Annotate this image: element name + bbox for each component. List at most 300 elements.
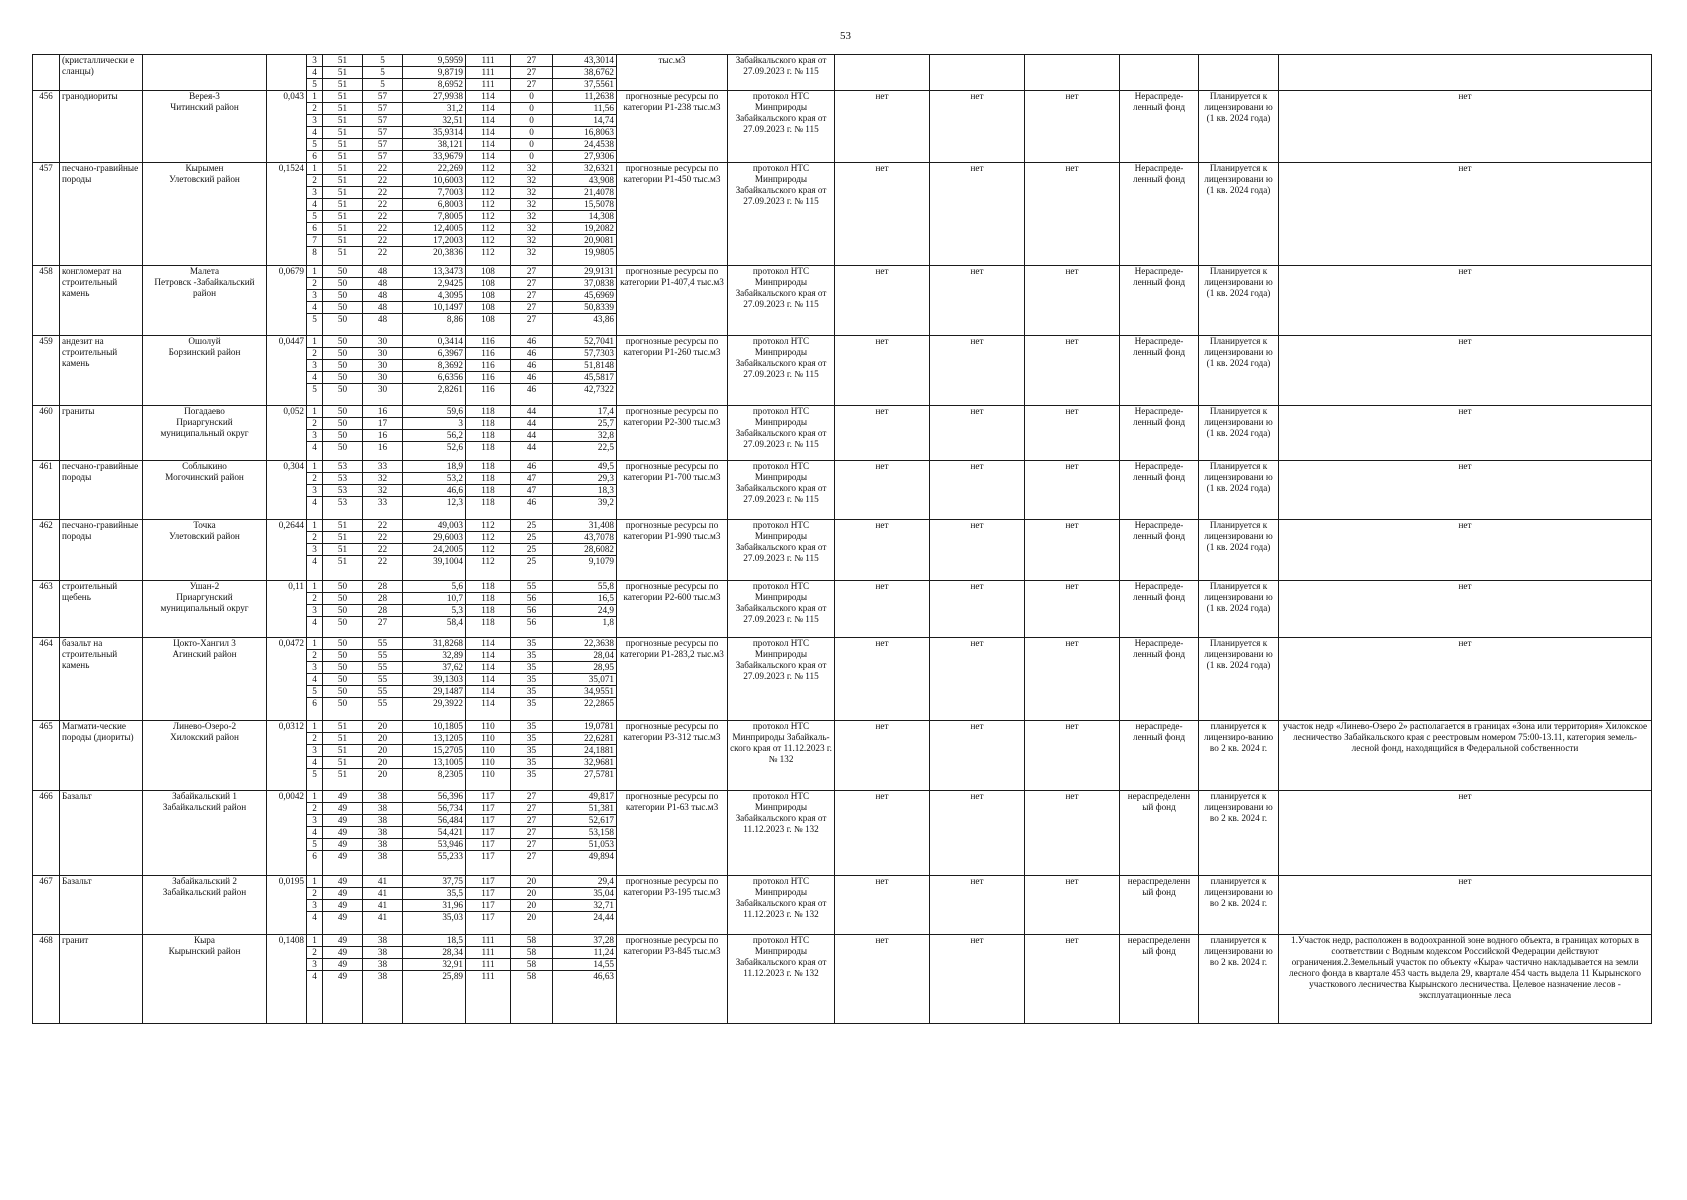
restriction-cell: нет [930, 791, 1025, 876]
block-number-cell: 462 [33, 520, 60, 581]
block-number-cell: 464 [33, 638, 60, 721]
coordinate-cell: 51 [323, 79, 363, 91]
deposit-name: Соблыкино [182, 461, 227, 471]
coordinate-cell: 117 [466, 912, 511, 935]
coordinate-cell: 52,6 [403, 442, 466, 461]
coordinate-cell: 112 [466, 199, 511, 211]
coordinate-cell: 53 [323, 473, 363, 485]
coordinate-cell: 44 [511, 418, 553, 430]
plan-cell: планируется к лицензировани ю во 2 кв. 2024 г. [1199, 876, 1279, 935]
coordinate-cell: 112 [466, 163, 511, 175]
coordinate-cell: 51 [323, 745, 363, 757]
coordinate-cell: 32 [511, 211, 553, 223]
restriction-cell [930, 55, 1025, 91]
coordinate-cell: 57 [363, 139, 403, 151]
coordinate-cell: 48 [363, 302, 403, 314]
coordinate-cell: 6,3967 [403, 348, 466, 360]
protocol-cell: протокол НТС Минприроды Забайкальского края от 27.09.2023 г. № 115 [728, 336, 835, 406]
coordinate-cell: 2 [307, 175, 323, 187]
coordinate-cell: 114 [466, 103, 511, 115]
mineral-cell: (кристаллически е сланцы) [60, 55, 143, 91]
mineral-cell: песчано-гравийные породы [60, 461, 143, 520]
coordinate-cell: 6 [307, 151, 323, 163]
block-number-cell: 458 [33, 266, 60, 336]
coordinate-cell: 14,308 [553, 211, 617, 223]
coordinate-cell: 35 [511, 698, 553, 721]
coordinate-cell: 49,894 [553, 851, 617, 876]
coordinate-cell: 55 [363, 662, 403, 674]
coordinate-cell: 43,3014 [553, 55, 617, 67]
coordinate-cell: 27,9938 [403, 91, 466, 103]
coordinate-cell: 24,2005 [403, 544, 466, 556]
coordinate-cell: 50 [323, 302, 363, 314]
coordinate-cell: 114 [466, 674, 511, 686]
deposit-name-cell [143, 266, 267, 336]
coordinate-cell: 50 [323, 314, 363, 336]
coordinate-cell: 41 [363, 900, 403, 912]
coordinate-cell: 3 [307, 662, 323, 674]
coordinate-cell: 16 [363, 430, 403, 442]
coordinate-cell: 32 [363, 473, 403, 485]
coordinate-cell: 46,6 [403, 485, 466, 497]
coordinate-cell: 17,4 [553, 406, 617, 418]
deposit-name: Погадаево [184, 406, 225, 416]
coordinate-cell: 49 [323, 947, 363, 959]
coordinate-cell: 50 [323, 650, 363, 662]
deposit-name: Кырымен [185, 163, 224, 173]
district-name: Петровск -Забайкальский район [154, 277, 255, 298]
area-cell: 0,304 [267, 461, 307, 520]
deposit-name: Точка [193, 520, 216, 530]
protocol-cell: Забайкальского края от 27.09.2023 г. № 115 [728, 55, 835, 91]
fund-cell: нераспределенн ый фонд [1120, 876, 1199, 935]
coordinate-cell: 27,5781 [553, 769, 617, 791]
coordinate-cell: 114 [466, 91, 511, 103]
coordinate-cell: 7,8005 [403, 211, 466, 223]
coordinate-cell: 10,1497 [403, 302, 466, 314]
coordinate-cell: 6 [307, 698, 323, 721]
coordinate-cell: 11,24 [553, 947, 617, 959]
coordinate-cell: 31,8268 [403, 638, 466, 650]
district-name: Приаргунский муниципальный округ [160, 417, 249, 438]
coordinate-cell: 49 [323, 791, 363, 803]
resources-cell: прогнозные ресурсы по категории P1-700 тыс.м3 [617, 461, 728, 520]
fund-cell: Нераспреде-ленный фонд [1120, 520, 1199, 581]
coordinate-cell: 118 [466, 473, 511, 485]
coordinate-cell: 2 [307, 733, 323, 745]
coordinate-cell: 20 [511, 912, 553, 935]
coordinate-cell: 48 [363, 278, 403, 290]
restriction-cell: нет [1025, 266, 1120, 336]
block-number-cell: 465 [33, 721, 60, 791]
coordinate-cell: 114 [466, 638, 511, 650]
coordinate-cell: 50 [323, 581, 363, 593]
coordinate-cell: 51 [323, 556, 363, 581]
protocol-cell: протокол НТС Минприроды Забайкальского края от 27.09.2023 г. № 115 [728, 406, 835, 461]
coordinate-cell: 25 [511, 532, 553, 544]
coordinate-cell: 51 [323, 733, 363, 745]
coordinate-cell: 1 [307, 461, 323, 473]
coordinate-cell: 2,9425 [403, 278, 466, 290]
coordinate-cell: 50 [323, 266, 363, 278]
deposit-name-cell [143, 520, 267, 581]
deposit-name: Забайкальский 1 [172, 791, 237, 801]
coordinate-cell: 34,9551 [553, 686, 617, 698]
coordinate-cell: 30 [363, 348, 403, 360]
restriction-cell: нет [835, 91, 930, 163]
coordinate-cell: 4 [307, 442, 323, 461]
restriction-cell: нет [835, 581, 930, 638]
coordinate-cell: 51 [323, 532, 363, 544]
coordinate-cell: 118 [466, 461, 511, 473]
coordinate-cell: 46 [511, 360, 553, 372]
restriction-cell: нет [1025, 461, 1120, 520]
coordinate-cell: 9,5959 [403, 55, 466, 67]
block-number-cell: 456 [33, 91, 60, 163]
fund-cell: Нераспреде-ленный фонд [1120, 581, 1199, 638]
coordinate-cell: 0 [511, 115, 553, 127]
fund-cell: нераспределенн ый фонд [1120, 791, 1199, 876]
coordinate-cell: 112 [466, 532, 511, 544]
coordinate-cell: 2 [307, 947, 323, 959]
coordinate-cell: 50 [323, 418, 363, 430]
coordinate-cell: 45,5817 [553, 372, 617, 384]
coordinate-cell: 32,51 [403, 115, 466, 127]
coordinate-cell: 33 [363, 461, 403, 473]
resources-cell: прогнозные ресурсы по категории P1-990 тыс.м3 [617, 520, 728, 581]
coordinate-cell: 55,8 [553, 581, 617, 593]
coordinate-cell: 2 [307, 532, 323, 544]
deposit-name-cell [143, 461, 267, 520]
coordinate-cell: 32,6321 [553, 163, 617, 175]
table-row [33, 581, 1652, 593]
plan-cell: Планируется к лицензировани ю (1 кв. 2024 года) [1199, 266, 1279, 336]
coordinate-cell: 4 [307, 127, 323, 139]
coordinate-cell: 55 [363, 674, 403, 686]
coordinate-cell: 46 [511, 348, 553, 360]
coordinate-cell: 114 [466, 139, 511, 151]
coordinate-cell: 3 [307, 605, 323, 617]
coordinate-cell: 112 [466, 175, 511, 187]
coordinate-cell: 39,1303 [403, 674, 466, 686]
coordinate-cell: 118 [466, 581, 511, 593]
restriction-cell: нет [1025, 721, 1120, 791]
coordinate-cell: 52,7041 [553, 336, 617, 348]
restriction-cell: нет [930, 935, 1025, 1024]
coordinate-cell: 117 [466, 815, 511, 827]
coordinate-cell: 114 [466, 115, 511, 127]
area-cell: 0,052 [267, 406, 307, 461]
coordinate-cell: 112 [466, 223, 511, 235]
coordinate-cell: 20 [511, 900, 553, 912]
restriction-cell: нет [930, 91, 1025, 163]
coordinate-cell: 117 [466, 900, 511, 912]
coordinate-cell: 56,396 [403, 791, 466, 803]
coordinate-cell: 5 [307, 839, 323, 851]
coordinate-cell: 3 [307, 430, 323, 442]
coordinate-cell: 32 [511, 247, 553, 266]
coordinate-cell: 117 [466, 791, 511, 803]
coordinate-cell: 32 [511, 187, 553, 199]
coordinate-cell: 6 [307, 851, 323, 876]
coordinate-cell: 57 [363, 127, 403, 139]
deposit-name-cell [143, 336, 267, 406]
coordinate-cell: 28 [363, 593, 403, 605]
block-number-cell: 468 [33, 935, 60, 1024]
deposit-name: Кыра [194, 935, 215, 945]
coordinate-cell: 110 [466, 721, 511, 733]
restriction-cell: нет [930, 876, 1025, 935]
coordinate-cell: 3 [307, 115, 323, 127]
coordinate-cell: 51 [323, 520, 363, 532]
coordinate-cell: 4 [307, 757, 323, 769]
restriction-cell: нет [1025, 638, 1120, 721]
license-register-table [32, 54, 1652, 1024]
coordinate-cell: 1 [307, 935, 323, 947]
coordinate-cell: 55 [511, 581, 553, 593]
coordinate-cell: 54,421 [403, 827, 466, 839]
coordinate-cell: 35 [511, 745, 553, 757]
coordinate-cell: 49 [323, 888, 363, 900]
coordinate-cell: 51 [323, 139, 363, 151]
coordinate-cell: 117 [466, 803, 511, 815]
coordinate-cell: 58 [511, 947, 553, 959]
coordinate-cell: 28,6082 [553, 544, 617, 556]
coordinate-cell: 50 [323, 605, 363, 617]
coordinate-cell: 27 [511, 266, 553, 278]
coordinate-cell: 51 [323, 235, 363, 247]
coordinate-cell: 108 [466, 290, 511, 302]
coordinate-cell: 35 [511, 638, 553, 650]
coordinate-cell: 32 [511, 235, 553, 247]
coordinate-cell: 51 [323, 757, 363, 769]
restriction-cell: нет [930, 336, 1025, 406]
coordinate-cell: 49 [323, 803, 363, 815]
area-cell: 0,0042 [267, 791, 307, 876]
coordinate-cell: 20,9081 [553, 235, 617, 247]
coordinate-cell: 16 [363, 406, 403, 418]
protocol-cell: протокол НТС Минприроды Забайкальского края от 27.09.2023 г. № 115 [728, 461, 835, 520]
fund-cell: Нераспреде-ленный фонд [1120, 638, 1199, 721]
coordinate-cell: 32,89 [403, 650, 466, 662]
coordinate-cell: 51 [323, 67, 363, 79]
coordinate-cell: 41 [363, 888, 403, 900]
coordinate-cell: 47 [511, 485, 553, 497]
coordinate-cell: 110 [466, 745, 511, 757]
coordinate-cell: 4,3095 [403, 290, 466, 302]
deposit-name-cell [143, 55, 267, 91]
coordinate-cell: 24,1881 [553, 745, 617, 757]
note-cell: нет [1279, 791, 1652, 876]
coordinate-cell: 51 [323, 247, 363, 266]
note-cell: нет [1279, 876, 1652, 935]
coordinate-cell: 56 [511, 605, 553, 617]
note-cell: нет [1279, 163, 1652, 266]
coordinate-cell: 46 [511, 461, 553, 473]
coordinate-cell: 2 [307, 593, 323, 605]
coordinate-cell: 13,1205 [403, 733, 466, 745]
plan-cell: Планируется к лицензировани ю (1 кв. 2024 года) [1199, 638, 1279, 721]
coordinate-cell: 22 [363, 520, 403, 532]
coordinate-cell: 20,3836 [403, 247, 466, 266]
coordinate-cell: 27 [511, 314, 553, 336]
coordinate-cell: 20 [363, 769, 403, 791]
table-row [33, 55, 1652, 67]
coordinate-cell: 110 [466, 769, 511, 791]
coordinate-cell: 4 [307, 827, 323, 839]
district-name: Могочинский район [165, 472, 244, 482]
area-cell: 0,0312 [267, 721, 307, 791]
protocol-cell: протокол НТС Минприроды Забайкальского края от 11.12.2023 г. № 132 [728, 791, 835, 876]
coordinate-cell: 25 [511, 520, 553, 532]
coordinate-cell: 2,8261 [403, 384, 466, 406]
coordinate-cell: 50 [323, 360, 363, 372]
restriction-cell: нет [930, 638, 1025, 721]
coordinate-cell: 43,86 [553, 314, 617, 336]
coordinate-cell: 112 [466, 235, 511, 247]
coordinate-cell: 112 [466, 520, 511, 532]
coordinate-cell: 5,6 [403, 581, 466, 593]
coordinate-cell: 57 [363, 115, 403, 127]
coordinate-cell: 58 [511, 935, 553, 947]
coordinate-cell: 2 [307, 418, 323, 430]
coordinate-cell: 31,2 [403, 103, 466, 115]
coordinate-cell: 3 [307, 290, 323, 302]
coordinate-cell: 116 [466, 348, 511, 360]
coordinate-cell: 27 [511, 302, 553, 314]
coordinate-cell: 49 [323, 959, 363, 971]
restriction-cell: нет [930, 461, 1025, 520]
coordinate-cell: 51,8148 [553, 360, 617, 372]
coordinate-cell: 35 [511, 733, 553, 745]
coordinate-cell: 27 [511, 290, 553, 302]
coordinate-cell: 58,4 [403, 617, 466, 638]
coordinate-cell: 38 [363, 815, 403, 827]
coordinate-cell: 27 [511, 839, 553, 851]
coordinate-cell: 35 [511, 650, 553, 662]
coordinate-cell: 38 [363, 959, 403, 971]
deposit-name-cell [143, 876, 267, 935]
coordinate-cell: 49 [323, 971, 363, 1024]
restriction-cell: нет [1025, 876, 1120, 935]
coordinate-cell: 24,9 [553, 605, 617, 617]
coordinate-cell: 50 [323, 638, 363, 650]
coordinate-cell: 0 [511, 91, 553, 103]
coordinate-cell: 0 [511, 151, 553, 163]
resources-cell: прогнозные ресурсы по категории P1-450 тыс.м3 [617, 163, 728, 266]
coordinate-cell: 50 [323, 674, 363, 686]
plan-cell: Планируется к лицензировани ю (1 кв. 2024 года) [1199, 406, 1279, 461]
deposit-name-cell [143, 721, 267, 791]
coordinate-cell: 27 [511, 803, 553, 815]
coordinate-cell: 56,2 [403, 430, 466, 442]
coordinate-cell: 53 [323, 485, 363, 497]
protocol-cell: протокол НТС Минприроды Забайкальского края от 11.12.2023 г. № 132 [728, 876, 835, 935]
restriction-cell: нет [835, 721, 930, 791]
coordinate-cell: 114 [466, 686, 511, 698]
coordinate-cell: 25,89 [403, 971, 466, 1024]
coordinate-cell: 108 [466, 302, 511, 314]
coordinate-cell: 10,1805 [403, 721, 466, 733]
coordinate-cell: 10,6003 [403, 175, 466, 187]
deposit-name: Цокто-Хангил 3 [173, 638, 236, 648]
coordinate-cell: 53,158 [553, 827, 617, 839]
deposit-name-cell [143, 163, 267, 266]
block-number-cell [33, 55, 60, 91]
coordinate-cell: 19,2082 [553, 223, 617, 235]
coordinate-cell: 51 [323, 721, 363, 733]
restriction-cell: нет [1025, 520, 1120, 581]
coordinate-cell: 51 [323, 103, 363, 115]
area-cell [267, 55, 307, 91]
coordinate-cell: 0 [511, 139, 553, 151]
restriction-cell: нет [1025, 406, 1120, 461]
coordinate-cell: 114 [466, 650, 511, 662]
coordinate-cell: 118 [466, 497, 511, 520]
protocol-cell: протокол НТС Минприроды Забайкальского края от 27.09.2023 г. № 115 [728, 266, 835, 336]
table-row [33, 638, 1652, 650]
coordinate-cell: 20 [363, 721, 403, 733]
coordinate-cell: 4 [307, 556, 323, 581]
coordinate-cell: 24,4538 [553, 139, 617, 151]
restriction-cell: нет [835, 336, 930, 406]
coordinate-cell: 117 [466, 827, 511, 839]
coordinate-cell: 38,121 [403, 139, 466, 151]
restriction-cell: нет [1025, 581, 1120, 638]
coordinate-cell: 37,0838 [553, 278, 617, 290]
restriction-cell: нет [1025, 935, 1120, 1024]
note-cell: нет [1279, 520, 1652, 581]
coordinate-cell: 1 [307, 91, 323, 103]
table-body [33, 55, 1652, 1024]
coordinate-cell: 53,2 [403, 473, 466, 485]
coordinate-cell: 27 [511, 67, 553, 79]
coordinate-cell: 53 [323, 497, 363, 520]
coordinate-cell: 55 [363, 638, 403, 650]
coordinate-cell: 14,74 [553, 115, 617, 127]
plan-cell: Планируется к лицензировани ю (1 кв. 2024 года) [1199, 91, 1279, 163]
coordinate-cell: 118 [466, 617, 511, 638]
coordinate-cell: 22 [363, 187, 403, 199]
area-cell: 0,1408 [267, 935, 307, 1024]
note-cell: 1.Участок недр, расположен в водоохранной зоне водного объекта, в границах которых в соответствии с Водным кодексом Российской Федерации действуют ограничения.2.Земельный участок по объекту «Кыра» частично накладывается на земли лесного фонда в квартале 453 часть выдела 29, квартале 454 часть выдела 11 Кырынского участкового лесничества Кырынского лесничества. Целевое назначение лесов - эксплуатационные леса [1279, 935, 1652, 1024]
coordinate-cell: 25 [511, 556, 553, 581]
protocol-cell: протокол НТС Минприроды Забайкаль-ского края от 11.12.2023 г. № 132 [728, 721, 835, 791]
coordinate-cell: 57 [363, 151, 403, 163]
coordinate-cell: 57 [363, 91, 403, 103]
mineral-cell: гранодиориты [60, 91, 143, 163]
coordinate-cell: 5 [307, 79, 323, 91]
coordinate-cell: 45,6969 [553, 290, 617, 302]
table-row [33, 721, 1652, 733]
block-number-cell: 463 [33, 581, 60, 638]
coordinate-cell: 108 [466, 314, 511, 336]
coordinate-cell: 1 [307, 406, 323, 418]
coordinate-cell: 50 [323, 686, 363, 698]
coordinate-cell: 32,8 [553, 430, 617, 442]
coordinate-cell: 29,4 [553, 876, 617, 888]
coordinate-cell: 4 [307, 302, 323, 314]
protocol-cell: протокол НТС Минприроды Забайкальского края от 27.09.2023 г. № 115 [728, 91, 835, 163]
restriction-cell: нет [835, 266, 930, 336]
coordinate-cell: 37,5561 [553, 79, 617, 91]
protocol-cell: протокол НТС Минприроды Забайкальского края от 27.09.2023 г. № 115 [728, 163, 835, 266]
coordinate-cell: 6 [307, 223, 323, 235]
coordinate-cell: 27 [511, 815, 553, 827]
coordinate-cell: 28 [363, 581, 403, 593]
coordinate-cell: 15,5078 [553, 199, 617, 211]
fund-cell: Нераспреде-ленный фонд [1120, 461, 1199, 520]
